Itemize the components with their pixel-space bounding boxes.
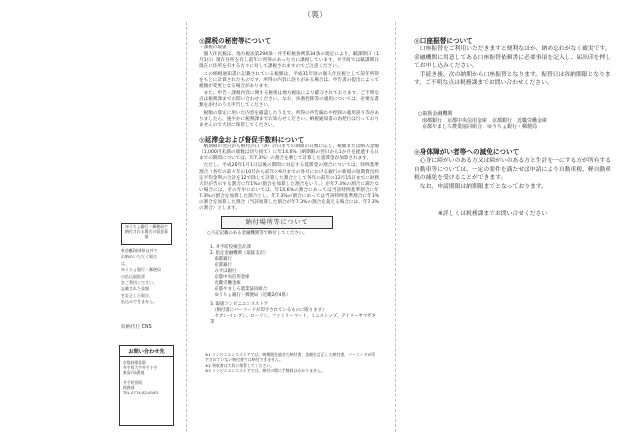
payment-place-item: セブン-イレブン、ローソン、ファミリーマート、ミニストップ、デイリーヤマザキ等 (210, 314, 376, 325)
contact-line: 税務課 (123, 385, 135, 390)
contact-line: 京都府綴喜郡 (123, 360, 146, 365)
tax-secrecy-body (199, 45, 379, 133)
tax-secrecy-paragraph: 税額の算定に用いた内容を確認したうえで、所得の申告漏れや控除の適用誤り等がありましたら、速やかに税務課までお知らせください。納税通知書の再発行は行っておりませんので大切に保管してください。 (199, 110, 379, 128)
payment-place-item: 南都銀行 (210, 257, 232, 262)
disability-paragraph: なお、申請期限は納期限までとなっております。 (419, 183, 547, 190)
postal-notice-title-box (121, 223, 172, 245)
contact-details (120, 357, 173, 398)
contact-line: TEL 0774-82-6163 (123, 390, 158, 395)
late-fee-body (199, 144, 379, 212)
postal-notice-line: 記載された金額 (121, 286, 149, 292)
payment-places-list (210, 245, 378, 326)
payment-place-item: 近畿労働金庫 (210, 281, 241, 286)
late-fee-paragraph: 納期限の翌日から納付の日（A）の日までの期間の日数に応じ、税額または納入金額（1,000円未満の端数は切り捨て）に年14.6%（納期限の翌日から1か月を経過する日までの期間については、年7.3%）の割合を乗じて計算した延滞金が加算されます。 (199, 144, 379, 162)
postal-notice-line: を訂正した場合、 (121, 292, 153, 298)
payment-place-item: みずほ銀行 (210, 269, 237, 274)
postal-notice-line: は、 (121, 260, 129, 266)
payment-note: ※3 コンビニエンスストアでは、納付の際に手数料はかかりません。 (205, 367, 325, 373)
contact-line: 東高月8番地 (123, 370, 145, 375)
disability-paragraph: 心身に障がいのある方又は障がいのある方と生計を一にする方が所有する自動車等については、一定の要件を満たせば申請により自動車税、軽自動車税の減免を受けることができます。 (414, 158, 612, 181)
bank-list-line: 南都銀行 京都中央信用金庫 京都銀行 近畿労働金庫 (422, 117, 548, 124)
fold-line-right (395, 22, 396, 432)
late-fee-title: ◎延滞金および督促手数料について (199, 136, 305, 144)
disability-title: ◎身体障がい者等への減免について (414, 148, 520, 156)
postal-notice-title: ゆうちょ銀行・郵便局で納付される場合の留意事項 (125, 224, 168, 239)
payment-place-item: 京都銀行 (210, 263, 232, 268)
postal-notice-text (121, 248, 173, 306)
account-transfer-paragraph: 手続き後、次の納期から口座振替となります。振替日は各納期限となります。ご不明な点は税務課までお問い合わせください。 (414, 71, 611, 86)
contact-box (119, 345, 174, 426)
payment-place-item: 京都やましろ農業協同組合 (210, 287, 268, 292)
tax-secrecy-paragraph: ・課税の取扱 (199, 45, 227, 50)
bank-list-heading: ○取扱金融機関 (418, 111, 453, 117)
payment-note: ※1 コンビニエンスストアでは、納期限を過ぎた納付書、金額を訂正した納付書、バーコードが印字されていない納付書では納付できません。 (205, 352, 376, 363)
postal-notice-line: の払込取扱票 (121, 273, 145, 279)
account-transfer-body (414, 45, 614, 97)
bank-list (418, 108, 614, 131)
account-transfer-title: ◎口座振替について (414, 37, 473, 45)
postal-notice-line: ゆうちょ銀行・郵便局 (121, 267, 161, 273)
payment-place-item: 1. 井手町役場会計課 (210, 245, 251, 250)
payment-places-title-box (221, 216, 333, 229)
payment-place-item: ゆうちょ銀行・郵便局（近畿2府4県） (210, 293, 291, 298)
tax-secrecy-paragraph: また、申告・課税内容に関する秘密は地方税法により厳守されております。ご不明な点は税務課までお問い合わせください。なお、扶養控除等の適用については、必要な書類を添付のうえ申告してください。 (199, 91, 379, 109)
postal-notice-line: お納めいただく場合 (121, 254, 157, 260)
contact-title: お問い合わせ先 (120, 346, 173, 357)
collection-agent-code: 収納代行 CNS (121, 325, 152, 330)
tax-secrecy-paragraph: この納税通知書に記載されている税額は、平成31年度の個人住民税として前年所得をもとに計算されたものです。所得の内容に誤りがある場合は、申告書の提出によって税額が変更となる場合があります。 (199, 71, 379, 89)
tax-secrecy-title: ◎課税の秘密等について (199, 37, 272, 45)
payment-notes (205, 352, 377, 414)
bank-list-line: 京都やましろ農業協同組合 ゆうちょ銀行・郵便局 (422, 124, 538, 131)
fold-line-left (186, 22, 187, 432)
contact-line: 井手町大字井手小字 (123, 365, 158, 370)
payment-place-item: 2. 指定金融機関（取扱支店） (210, 251, 269, 256)
postal-notice-line: ※近畿2府4県以外で (121, 248, 158, 253)
account-transfer-paragraph: 口座振替をご利用いただきますと便利なほか、納め忘れがなく確実です。金融機関に用意してある口座振替依頼書に必要事項を記入し、届出印を押してお申し込みください。 (414, 46, 612, 69)
payment-places-title: 納付場所等について (245, 219, 309, 226)
postal-notice-line: 払込みできません。 (121, 299, 158, 305)
payment-places-intro: ○下記記載のある金融機関等で納付してください。 (207, 231, 308, 236)
payment-place-item: 3. 取扱コンビニエンスストア (210, 302, 269, 307)
payment-place-item: （納付書にバーコードが印字されているものに限ります） (210, 308, 327, 313)
contact-line: 井手町役場 (123, 380, 142, 385)
payment-note: ※2 領収書は大切に保管してください。 (205, 362, 275, 368)
disability-contact-note: ※詳しくは税務課までお問い合せください (438, 211, 548, 217)
payment-place-item: 京都中央信用金庫 (210, 275, 250, 280)
tax-secrecy-paragraph: 個人住民税は、地方税法第294条・井手町税条例第34条の規定により、賦課期日（1月1日）現在住所を有し前年に所得のあった方に課税しています。井手町では賦課期日現在に住所を有する方々に対して課税されますのでご注意ください。 (199, 52, 379, 70)
late-fee-paragraph: ただし、平成26年1月1日以後の期間に対応する延滞金の割合については、特例基準割合（各年の前々年の10月から前年の9月までの各月における銀行の新規の短期貸出約定平均金利の合計を12で除して計算した割合として各年の前年の12月15日までに財務大臣が告示する割合に年1%の割合を加算した割合をいう。）が年7.3%の割合に満たない場合には、その年中においては、年14.6%の割合にあっては当該特例基準割合に年7.3%の割合を加算した割合とし、年7.3%の割合にあっては当該特例基準割合に年1%の割合を加算した割合（当該加算した割合が年7.3%の割合を超える場合には、年7.3%の割合）とします。 (199, 163, 379, 212)
postal-notice-line: をご利用ください。 (121, 280, 157, 286)
page-side-label: （裏） (303, 10, 327, 19)
